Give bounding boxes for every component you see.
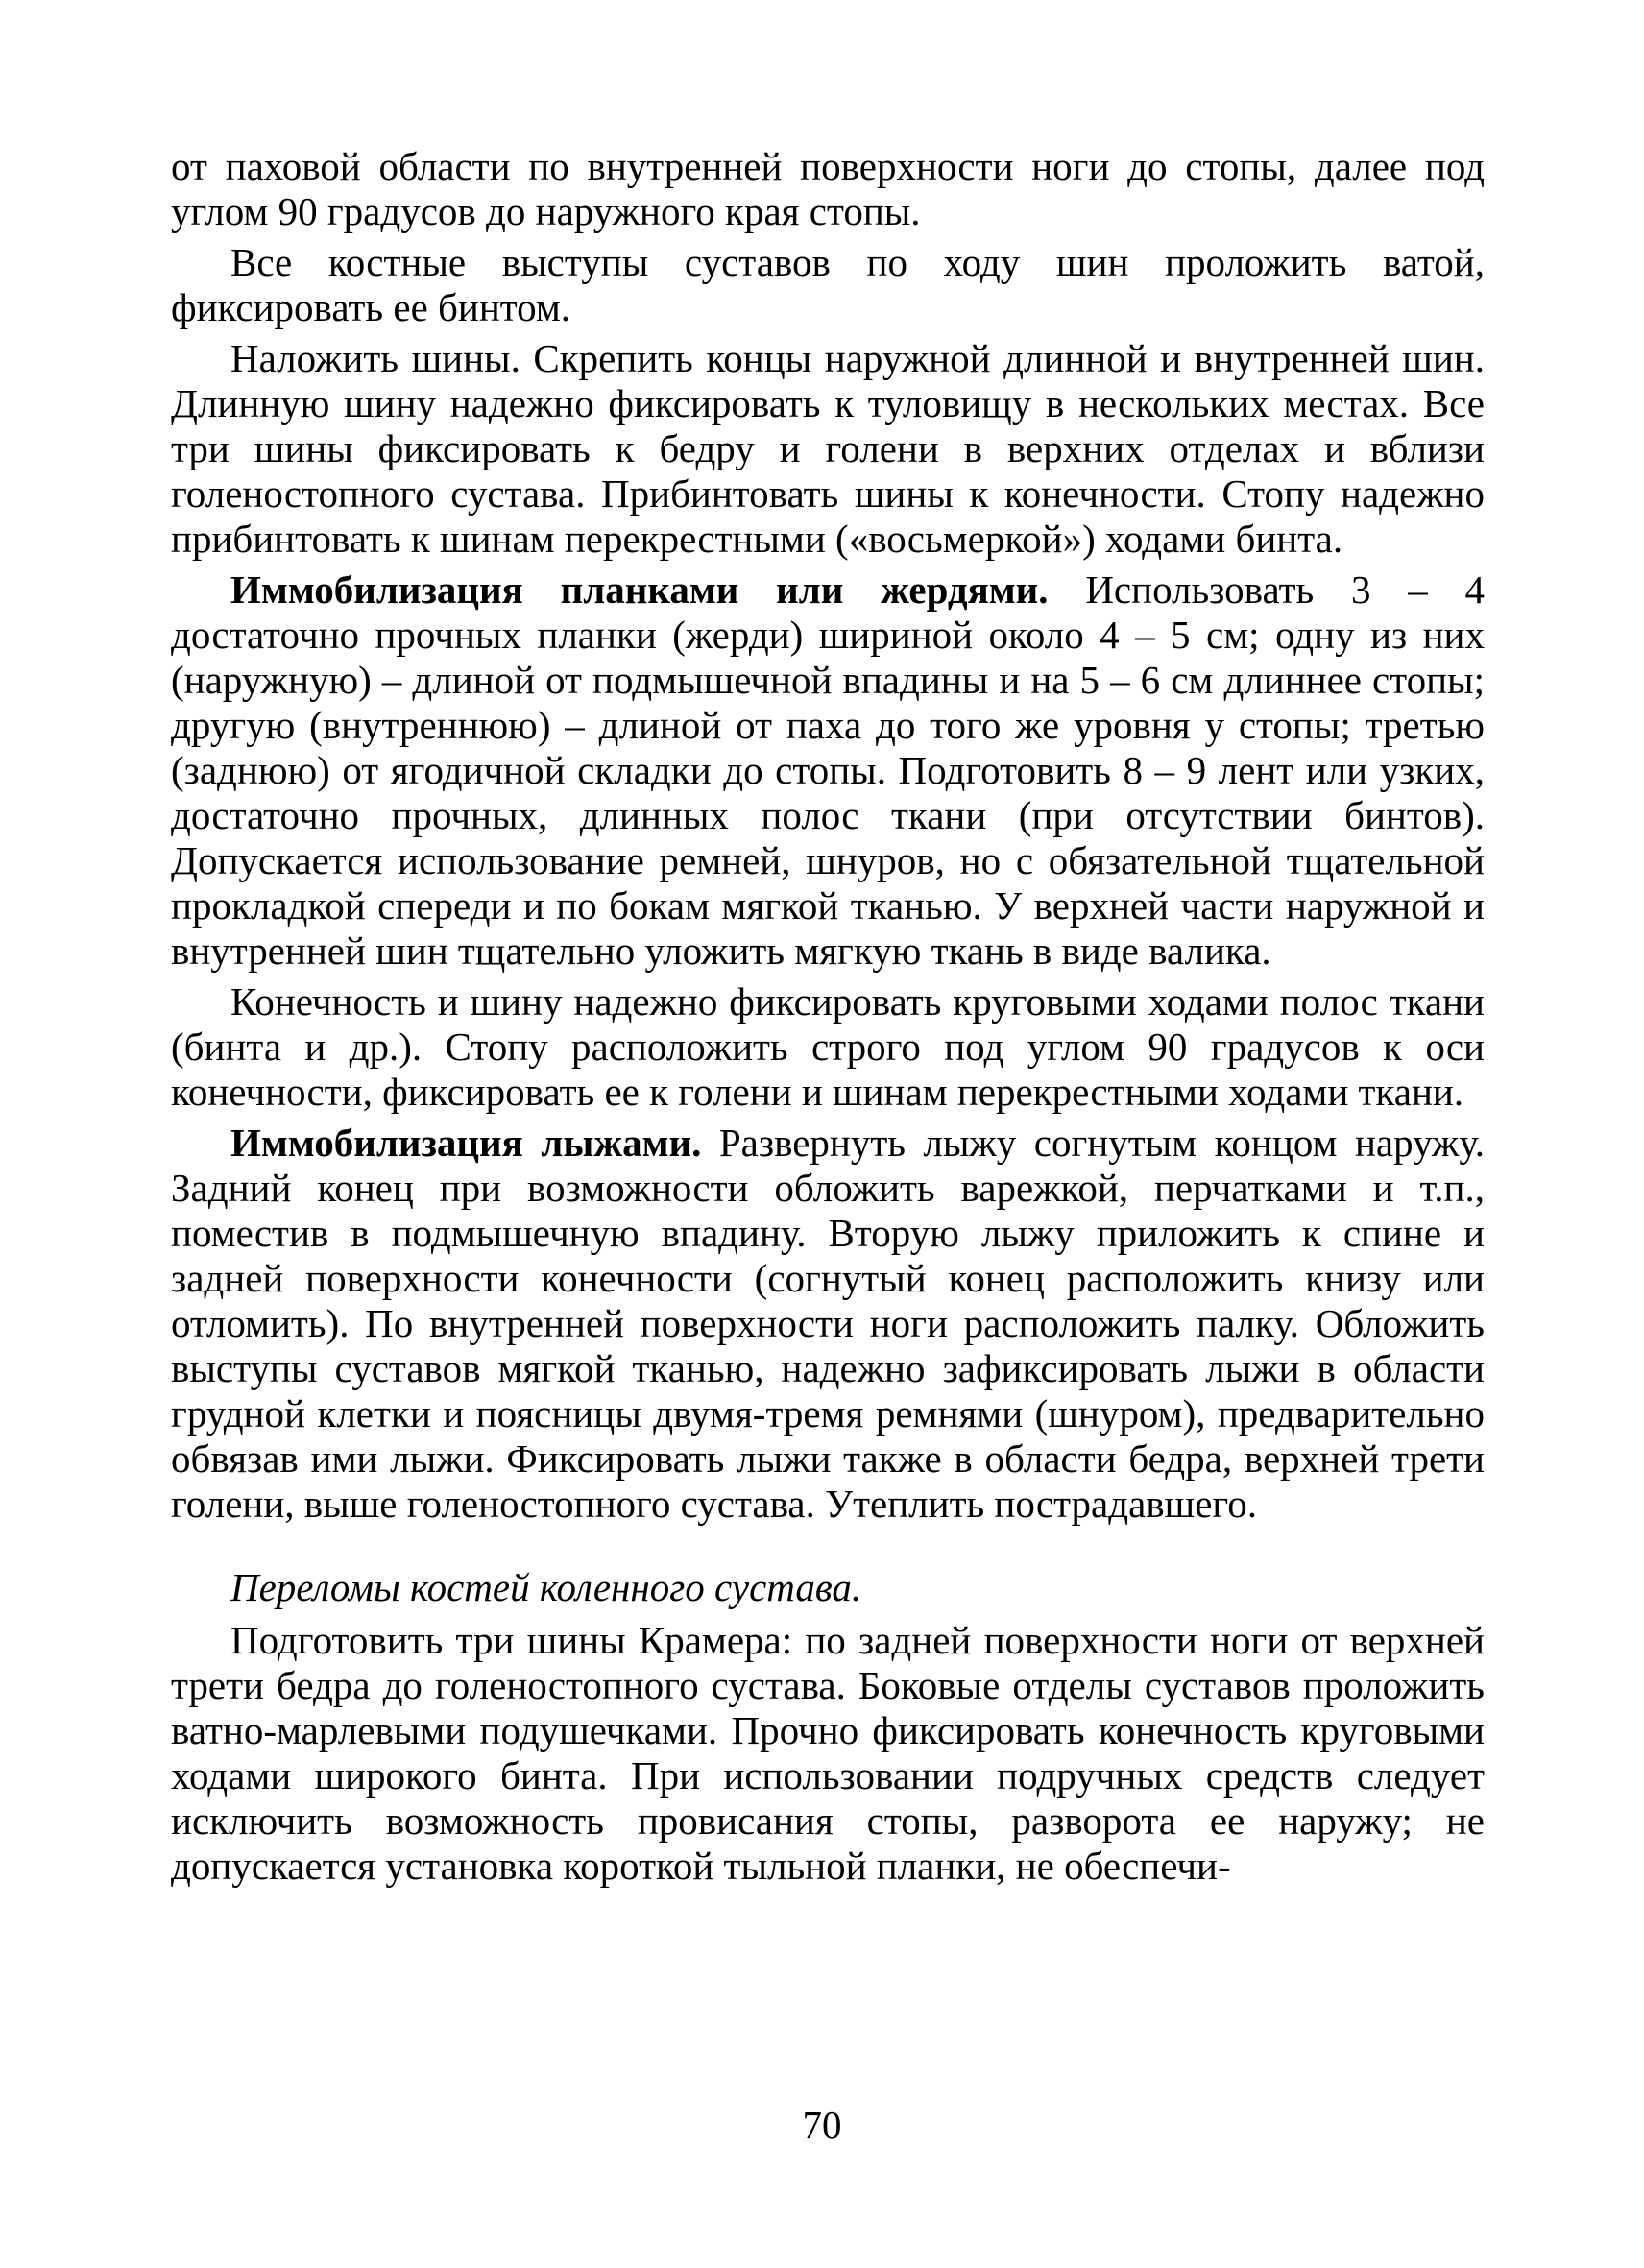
paragraph-kramer-splints (171, 1618, 1485, 1889)
paragraph-apply-splints (171, 336, 1485, 562)
paragraph-limb-fixation (171, 979, 1485, 1115)
paragraph-text: Все костные выступы суставов по ходу шин проложить ватой, фиксировать ее бинтом. (171, 240, 1485, 329)
page-number: 70 (802, 2103, 842, 2147)
page-body (171, 144, 1485, 1894)
paragraph-text: от паховой области по внутренней поверхности ноги до стопы, далее под углом 90 градусов до наружного края стопы. (171, 144, 1485, 233)
paragraph-immobilization-skis (171, 1121, 1485, 1527)
paragraph-text: Конечность и шину надежно фиксировать круговыми ходами полос ткани (бинта и др.). Стопу расположить строго под углом 90 градусов к оси конечности, фиксировать ее к голени и шинам перекрестными ходами ткани. (171, 979, 1485, 1114)
paragraph-bold-lead: Иммобилизация планками или жердями. (230, 567, 1049, 612)
paragraph-continuation (171, 144, 1485, 234)
paragraph-bony-prominences (171, 240, 1485, 330)
paragraph-text: Использовать 3 – 4 достаточно прочных планки (жерди) шириной около 4 – 5 см; одну из них (наружную) – длиной от подмышечной впадины и на 5 – 6 см длиннее стопы; другую (внутреннюю) – длиной от паха до того же уровня у стопы; третью (заднюю) от ягодичной складки до стопы. Подготовить 8 – 9 лент или узких, достаточно прочных, длинных полос ткани (при отсутствии бинтов). Допускается использование ремней, шнуров, но с обязательной тщательной прокладкой спереди и по бокам мягкой тканью. У верхней части наружной и внутренней шин тщательно уложить мягкую ткань в виде валика. (171, 567, 1485, 973)
paragraph-immobilization-planks (171, 567, 1485, 974)
section-heading-knee-fractures: Переломы костей коленного сустава. (230, 1565, 862, 1609)
paragraph-text: Развернуть лыжу согнутым концом наружу. Задний конец при возможности обложить варежкой, перчатками и т.п., поместив в подмышечную впадину. Вторую лыжу приложить к спине и задней поверхности конечности (согнутый конец расположить книзу или отломить). По внутренней поверхности ноги расположить палку. Обложить выступы суставов мягкой тканью, надежно зафиксировать лыжи в области грудной клетки и поясницы двумя-тремя ремнями (шнуром), предварительно обвязав ими лыжи. Фиксировать лыжи также в области бедра, верхней трети голени, выше голеностопного сустава. Утеплить пострадавшего. (171, 1121, 1485, 1526)
paragraph-text: Наложить шины. Скрепить концы наружной длинной и внутренней шин. Длинную шину надежно фиксировать к туловищу в нескольких местах. Все три шины фиксировать к бедру и голени в верхних отделах и вблизи голеностопного сустава. Прибинтовать шины к конечности. Стопу надежно прибинтовать к шинам перекрестными («восьмеркой») ходами бинта. (171, 336, 1485, 561)
paragraph-text: Подготовить три шины Крамера: по задней поверхности ноги от верхней трети бедра до голеностопного сустава. Боковые отделы суставов проложить ватно-марлевыми подушечками. Прочно фиксировать конечность круговыми ходами широкого бинта. При использовании подручных средств следует исключить возможность провисания стопы, разворота ее наружу; не допускается установка короткой тыльной планки, не обеспечи- (171, 1618, 1485, 1888)
paragraph-bold-lead: Иммобилизация лыжами. (230, 1121, 702, 1165)
